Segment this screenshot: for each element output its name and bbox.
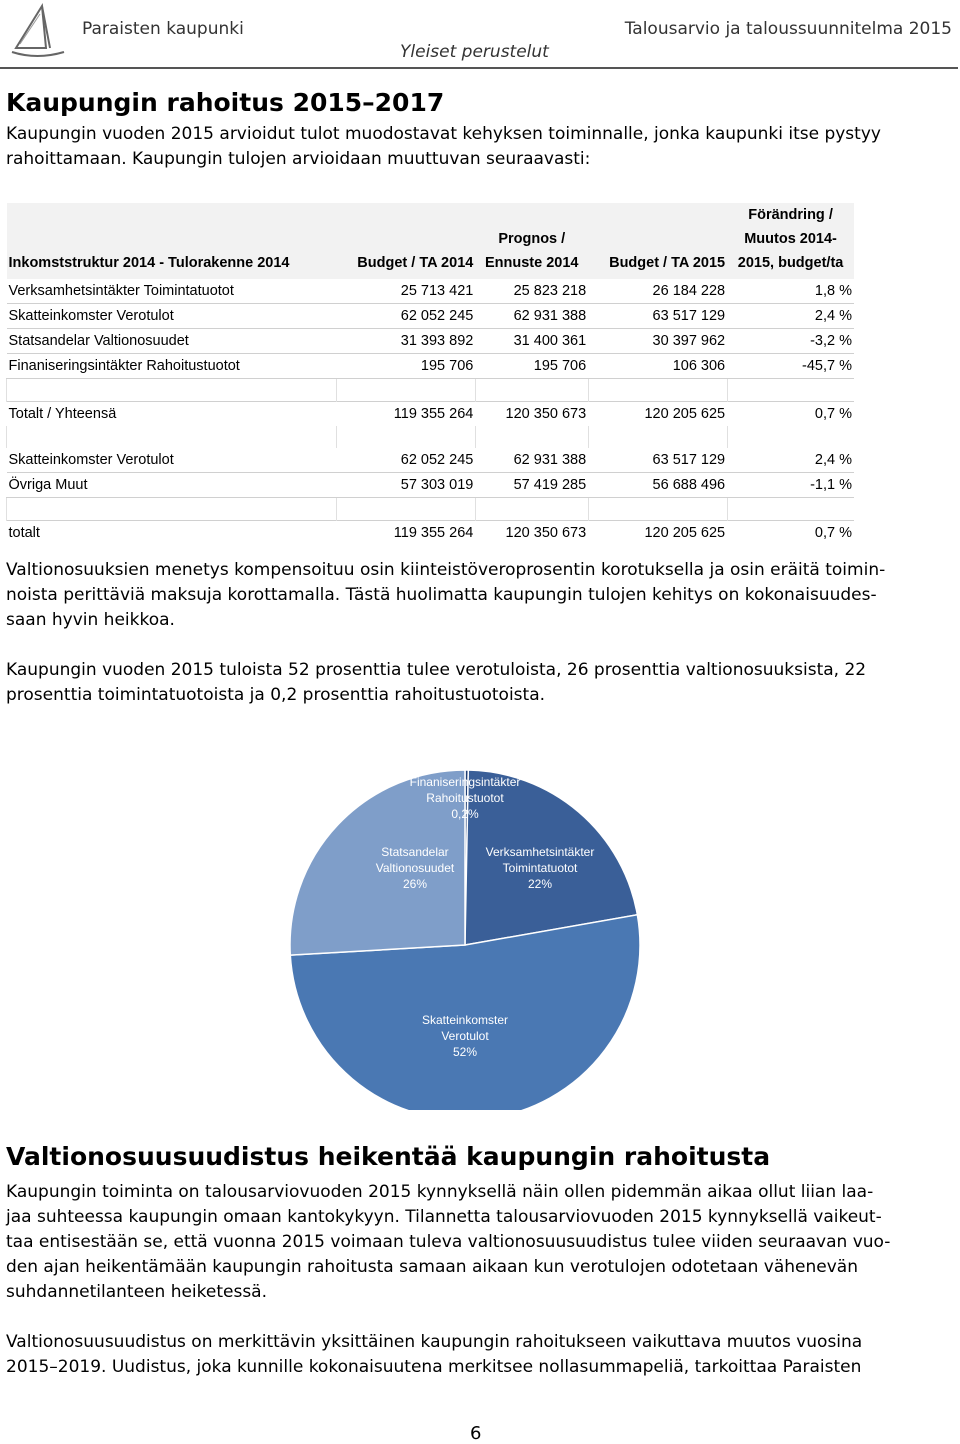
paragraph-line: noista perittäviä maksuja korottamalla. Tästä huolimatta kaupungin tulojen kehitys on kokonaisuudes- — [6, 585, 877, 605]
table-row — [7, 354, 855, 379]
header-line: 2015, budget/ta — [737, 255, 844, 271]
row-label: Verksamhetsintäkter Toimintatuotot — [7, 279, 337, 304]
section-label: Yleiset perustelut — [400, 42, 549, 62]
cell-value: 1,8 % — [727, 279, 854, 304]
income-structure-table — [6, 203, 854, 545]
cell-value: 26 184 228 — [588, 279, 727, 304]
city-logo-icon — [6, 2, 68, 64]
cell-value: 195 706 — [336, 354, 475, 379]
cell-value: 62 931 388 — [475, 448, 588, 473]
row-label: Totalt / Yhteensä — [7, 402, 337, 427]
cell-value: 62 052 245 — [336, 448, 475, 473]
label-fi: Valtionosuudet — [375, 861, 455, 875]
page-header — [0, 0, 960, 68]
spacer-row — [7, 379, 855, 402]
intro-paragraph — [6, 122, 951, 172]
cell-value: 30 397 962 — [588, 329, 727, 354]
document-title: Talousarvio ja taloussuunnitelma 2015 — [624, 19, 952, 39]
table-row — [7, 473, 855, 498]
income-pie-chart — [280, 770, 660, 1110]
label-fi: Verotulot — [441, 1029, 489, 1043]
col-header-forecast-2014 — [475, 203, 588, 279]
row-label: Övriga Muut — [7, 473, 337, 498]
col-header-change — [727, 203, 854, 279]
reform-paragraph — [6, 1180, 951, 1305]
label-pct: 22% — [527, 877, 553, 891]
reform-paragraph-2 — [6, 1330, 951, 1380]
cell-value: 2,4 % — [727, 448, 854, 473]
cell-value: 0,7 % — [727, 402, 854, 427]
paragraph-line: taa entisestään se, että vuonna 2015 voimaan tuleva valtionosuusuudistus tulee viiden seuraavan vuo- — [6, 1232, 891, 1252]
cell-value: 120 350 673 — [475, 521, 588, 546]
cell-value: 120 205 625 — [588, 521, 727, 546]
cell-value: 119 355 264 — [336, 521, 475, 546]
paragraph-line: Valtionosuusuudistus on merkittävin yksittäinen kaupungin rahoitukseen vaikuttava muutos vuosina — [6, 1332, 863, 1352]
cell-value: 31 400 361 — [475, 329, 588, 354]
header-line: Prognos / — [498, 231, 566, 247]
cell-value: 57 303 019 — [336, 473, 475, 498]
cell-value: 0,7 % — [727, 521, 854, 546]
page-number: 6 — [470, 1423, 482, 1444]
cell-value: -45,7 % — [727, 354, 854, 379]
income-share-paragraph — [6, 658, 951, 708]
cell-value: 31 393 892 — [336, 329, 475, 354]
label-sv: Verksamhetsintäkter — [485, 845, 595, 859]
label-pct: 52% — [452, 1045, 478, 1059]
organization-name: Paraisten kaupunki — [82, 19, 244, 39]
cell-value: -1,1 % — [727, 473, 854, 498]
label-pct: 26% — [402, 877, 428, 891]
cell-value: 63 517 129 — [588, 304, 727, 329]
table-row — [7, 448, 855, 473]
intro-line: rahoittamaan. Kaupungin tulojen arvioidaan muuttuvan seuraavasti: — [6, 149, 591, 169]
cell-value: 25 713 421 — [336, 279, 475, 304]
table-row — [7, 329, 855, 354]
cell-value: 25 823 218 — [475, 279, 588, 304]
slice-label-state — [335, 844, 495, 892]
label-fi: Rahoitustuotot — [426, 791, 504, 805]
label-sv: Statsandelar — [381, 845, 449, 859]
cell-value: 120 350 673 — [475, 402, 588, 427]
paragraph-line: den ajan heikentämään kaupungin rahoitusta samaan aikaan kun verotulojen odotetaan vähenevän — [6, 1257, 858, 1277]
spacer-row — [7, 426, 855, 448]
header-line: Ennuste 2014 — [485, 255, 579, 271]
paragraph-line: Kaupungin vuoden 2015 tuloista 52 prosenttia tulee verotuloista, 26 prosenttia valtionosuuksista, 22 — [6, 660, 867, 680]
row-label: Finaniseringsintäkter Rahoitustuotot — [7, 354, 337, 379]
paragraph-line: Kaupungin toiminta on talousarviovuoden 2015 kynnyksellä näin ollen pidemmän aikaa ollut liian laa- — [6, 1182, 874, 1202]
col-header-budget-2014: Budget / TA 2014 — [336, 203, 475, 279]
paragraph-line: 2015–2019. Uudistus, joka kunnille kokonaisuutena merkitsee nollasummapeliä, tarkoittaa Paraisten — [6, 1357, 862, 1377]
table-row — [7, 304, 855, 329]
col-header-budget-2015: Budget / TA 2015 — [588, 203, 727, 279]
cell-value: 119 355 264 — [336, 402, 475, 427]
header-line: Förändring / — [748, 207, 833, 223]
paragraph-line: saan hyvin heikkoa. — [6, 610, 175, 630]
intro-line: Kaupungin vuoden 2015 arvioidut tulot muodostavat kehyksen toiminnalle, jonka kaupunki itse pystyy — [6, 124, 881, 144]
paragraph-line: jaa suhteessa kaupungin omaan kantokykyyn. Tilannetta talousarviovuoden 2015 kynnyksellä vaikeut- — [6, 1207, 882, 1227]
total-row — [7, 402, 855, 427]
row-label: totalt — [7, 521, 337, 546]
section-heading: Kaupungin rahoitus 2015–2017 — [6, 88, 445, 117]
slice-label-financing — [385, 774, 545, 822]
row-label: Skatteinkomster Verotulot — [7, 304, 337, 329]
table-header-row — [7, 203, 855, 279]
total-row — [7, 521, 855, 546]
col-header-structure: Inkomststruktur 2014 - Tulorakenne 2014 — [7, 203, 337, 279]
slice-label-tax — [385, 1012, 545, 1060]
cell-value: -3,2 % — [727, 329, 854, 354]
compensation-paragraph — [6, 558, 951, 633]
cell-value: 62 052 245 — [336, 304, 475, 329]
label-pct: 0,2% — [451, 807, 479, 821]
cell-value: 56 688 496 — [588, 473, 727, 498]
label-sv: Finaniseringsintäkter — [409, 775, 521, 789]
paragraph-line: Valtionosuuksien menetys kompensoituu osin kiinteistöveroprosentin korotuksella ja osin eräitä toimin- — [6, 560, 886, 580]
cell-value: 62 931 388 — [475, 304, 588, 329]
header-divider — [0, 67, 958, 69]
label-fi: Toimintatuotot — [502, 861, 578, 875]
spacer-row — [7, 498, 855, 521]
paragraph-line: suhdannetilanteen heiketessä. — [6, 1282, 268, 1302]
section-heading: Valtionosuusuudistus heikentää kaupungin rahoitusta — [6, 1142, 771, 1171]
cell-value: 2,4 % — [727, 304, 854, 329]
cell-value: 195 706 — [475, 354, 588, 379]
label-sv: Skatteinkomster — [421, 1013, 509, 1027]
cell-value: 106 306 — [588, 354, 727, 379]
cell-value: 63 517 129 — [588, 448, 727, 473]
row-label: Statsandelar Valtionosuudet — [7, 329, 337, 354]
paragraph-line: prosenttia toimintatuotoista ja 0,2 prosenttia rahoitustuotoista. — [6, 685, 546, 705]
header-line: Muutos 2014- — [744, 231, 837, 247]
cell-value: 120 205 625 — [588, 402, 727, 427]
row-label: Skatteinkomster Verotulot — [7, 448, 337, 473]
table-row — [7, 279, 855, 304]
cell-value: 57 419 285 — [475, 473, 588, 498]
